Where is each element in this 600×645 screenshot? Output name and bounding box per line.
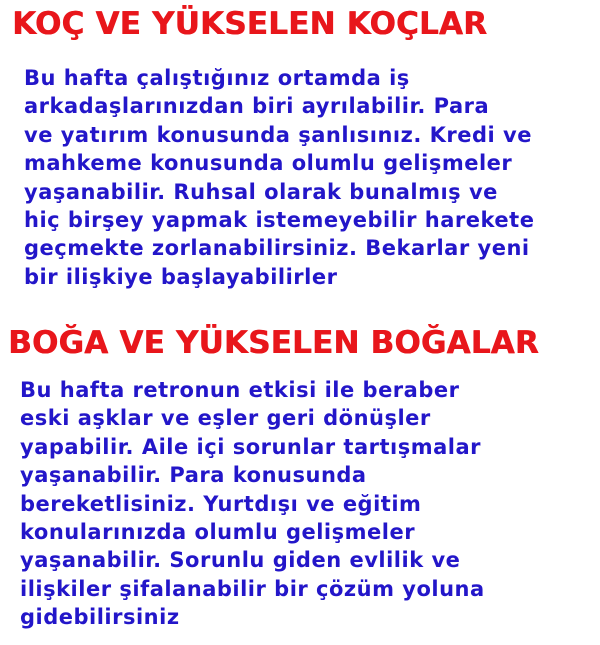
body-line: yaşanabilir. Para konusunda: [20, 463, 367, 488]
body-line: hiç birşey yapmak istemeyebilir harekete: [24, 208, 535, 233]
body-line: arkadaşlarınızdan biri ayrılabilir. Para: [24, 94, 490, 119]
section-title-aries: KOÇ VE YÜKSELEN KOÇLAR: [12, 6, 488, 42]
body-line: geçmekte zorlanabilirsiniz. Bekarlar yeni: [24, 236, 530, 261]
body-line: ilişkiler şifalanabilir bir çözüm yoluna: [20, 576, 485, 601]
body-line: eski aşklar ve eşler geri dönüşler: [20, 406, 431, 431]
section-body-taurus: [20, 376, 485, 632]
body-line: mahkeme konusunda olumlu gelişmeler: [24, 151, 513, 176]
body-line: bereketlisiniz. Yurtdışı ve eğitim: [20, 491, 422, 516]
body-line: konularınızda olumlu gelişmeler: [20, 520, 416, 545]
section-body-aries: [24, 64, 534, 291]
body-line: Bu hafta retronun etkisi ile beraber: [20, 378, 460, 402]
body-line: bir ilişkiye başlayabilirler: [24, 264, 338, 289]
body-line: Bu hafta çalıştığınız ortamda iş: [24, 66, 410, 90]
body-line: yapabilir. Aile içi sorunlar tartışmalar: [20, 434, 481, 459]
body-line: yaşanabilir. Ruhsal olarak bunalmış ve: [24, 179, 498, 204]
section-title-taurus: BOĞA VE YÜKSELEN BOĞALAR: [8, 325, 539, 361]
body-line: yaşanabilir. Sorunlu giden evlilik ve: [20, 548, 461, 573]
body-line: ve yatırım konusunda şanlısınız. Kredi ve: [24, 122, 532, 147]
body-line: gidebilirsiniz: [20, 605, 180, 630]
